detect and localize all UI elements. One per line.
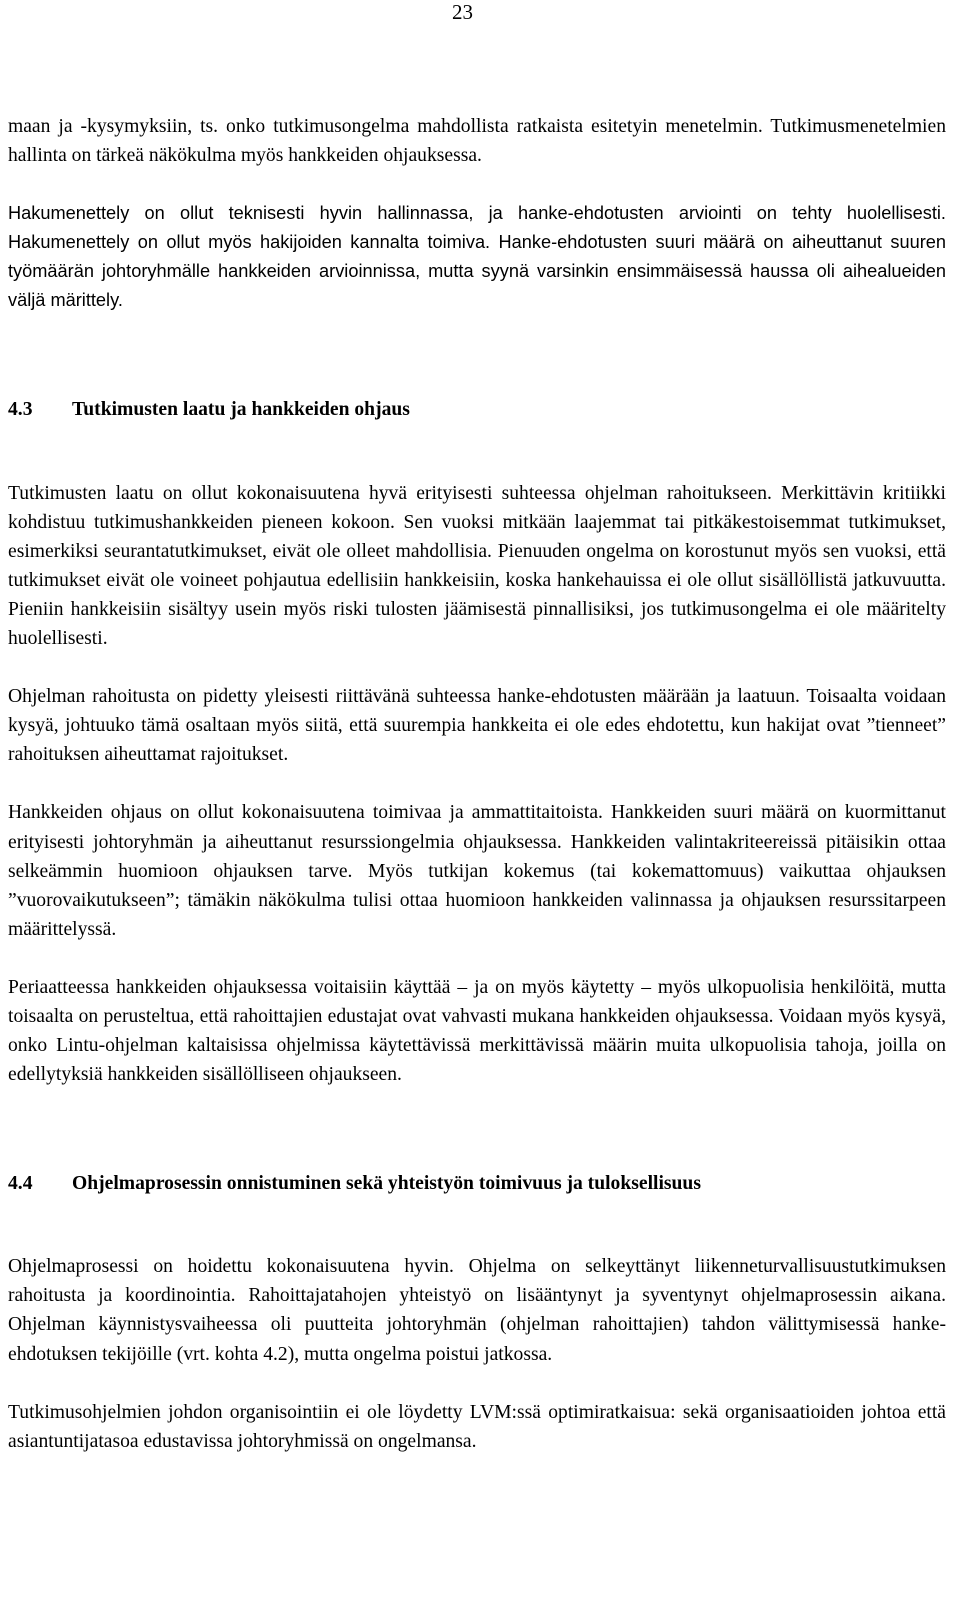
paragraph-4-4-1: Ohjelmaprosessi on hoidettu kokonaisuutena hyvin. Ohjelma on selkeyttänyt liikenneturvallisuustutkimuksen rahoitusta ja koordinointia. Rahoittajatahojen yhteistyö on lisääntynyt ja syventynyt ohjelmaprosessin aikana. Ohjelman käynnistysvaiheessa oli puutteita johtoryhmän (ohjelman rahoittajien) tahdon välittymisessä hanke-ehdotuksen tekijöille (vrt. kohta 4.2), mutta ongelma poistui jatkossa. <box>8 1256 946 1365</box>
paragraph-4-3-3: Hankkeiden ohjaus on ollut kokonaisuutena toimivaa ja ammattitaitoista. Hankkeiden suuri määrä on kuormittanut erityisesti johtoryhmän ja aiheuttanut resurssiongelmia ohjauksessa. Hankkeiden valintakriteereissä pitäisikin ottaa selkeämmin huomioon ohjauksen tarve. Myös tutkijan kokemus (tai kokemattomuus) vaikuttaa ohjauksen ”vuorovaikutukseen”; tämäkin näkökulma tulisi ottaa huomioon hankkeiden valinnassa ja ohjauksen resurssitarpeen määrittelyssä. <box>8 802 946 940</box>
page-number: 23 <box>452 0 473 24</box>
paragraph-intro-2: Hakumenettely on ollut teknisesti hyvin hallinnassa, ja hanke-ehdotusten arviointi on tehty huolellisesti. Hakumenettely on ollut myös hakijoiden kannalta toimiva. Hanke-ehdotusten suuri määrä on aiheuttanut suuren työmäärän johtoryhmälle hankkeiden arvioinnissa, mutta syynä varsinkin ensimmäisessä haussa oli aihealueiden väljä märittely. <box>8 203 946 311</box>
paragraph-4-3-2: Ohjelman rahoitusta on pidetty yleisesti riittävänä suhteessa hanke-ehdotusten määrään ja laatuun. Toisaalta voidaan kysyä, johtuuko tämä osaltaan myös siitä, että suurempia hankkeita ei ole edes ehdotettu, kun hakijat ovat ”tienneet” rahoituksen aiheuttamat rajoitukset. <box>8 686 946 766</box>
section-title: Ohjelmaprosessin onnistuminen sekä yhteistyön toimivuus ja tuloksellisuus <box>72 1173 701 1195</box>
section-number: 4.4 <box>8 1173 33 1195</box>
section-heading-4-3 <box>8 395 946 424</box>
section-heading-4-4 <box>8 1169 946 1198</box>
section-title: Tutkimusten laatu ja hankkeiden ohjaus <box>72 398 410 420</box>
paragraph-4-3-4: Periaatteessa hankkeiden ohjauksessa voitaisiin käyttää – ja on myös käytetty – myös ulkopuolisia henkilöitä, mutta toisaalta on perusteltua, että rahoittajien edustajat ovat vahvasti mukana hankkeiden ohjauksessa. Voidaan myös kysyä, onko Lintu-ohjelman kaltaisissa ohjelmissa käytettävissä merkittävissä määrin muita ulkopuolisia tahoja, joilla on edellytyksiä hankkeiden sisällölliseen ohjaukseen. <box>8 976 946 1086</box>
document-body <box>8 112 946 1456</box>
section-number: 4.3 <box>8 398 33 420</box>
paragraph-4-3-1: Tutkimusten laatu on ollut kokonaisuutena hyvä erityisesti suhteessa ohjelman rahoitukseen. Merkittävin kritiikki kohdistuu tutkimushankkeiden pieneen kokoon. Sen vuoksi mitkään laajemmat tai pitkäkestoisemmat tutkimukset, esimerkiksi seurantatutkimukset, eivät ole olleet mahdollisia. Pienuuden ongelma on korostunut myös sen vuoksi, että tutkimukset eivät ole voineet pohjautua edellisiin hankkeisiin, koska hankehauissa ei ole ollut sisällöllistä jatkuvuutta. Pieniin hankkeisiin sisältyy usein myös riski tulosten jäämisestä pinnallisiksi, jos tutkimusongelma ei ole määritelty huolellisesti. <box>8 482 946 650</box>
paragraph-intro-1: maan ja -kysymyksiin, ts. onko tutkimusongelma mahdollista ratkaista esitetyin menetelmin. Tutkimusmenetelmien hallinta on tärkeä näkökulma myös hankkeiden ohjauksessa. <box>8 116 946 167</box>
paragraph-4-4-2: Tutkimusohjelmien johdon organisointiin ei ole löydetty LVM:ssä optimiratkaisua: sekä organisaatioiden johtoa että asiantuntijatasoa edustavissa johtoryhmissä on ongelmansa. <box>8 1401 946 1452</box>
